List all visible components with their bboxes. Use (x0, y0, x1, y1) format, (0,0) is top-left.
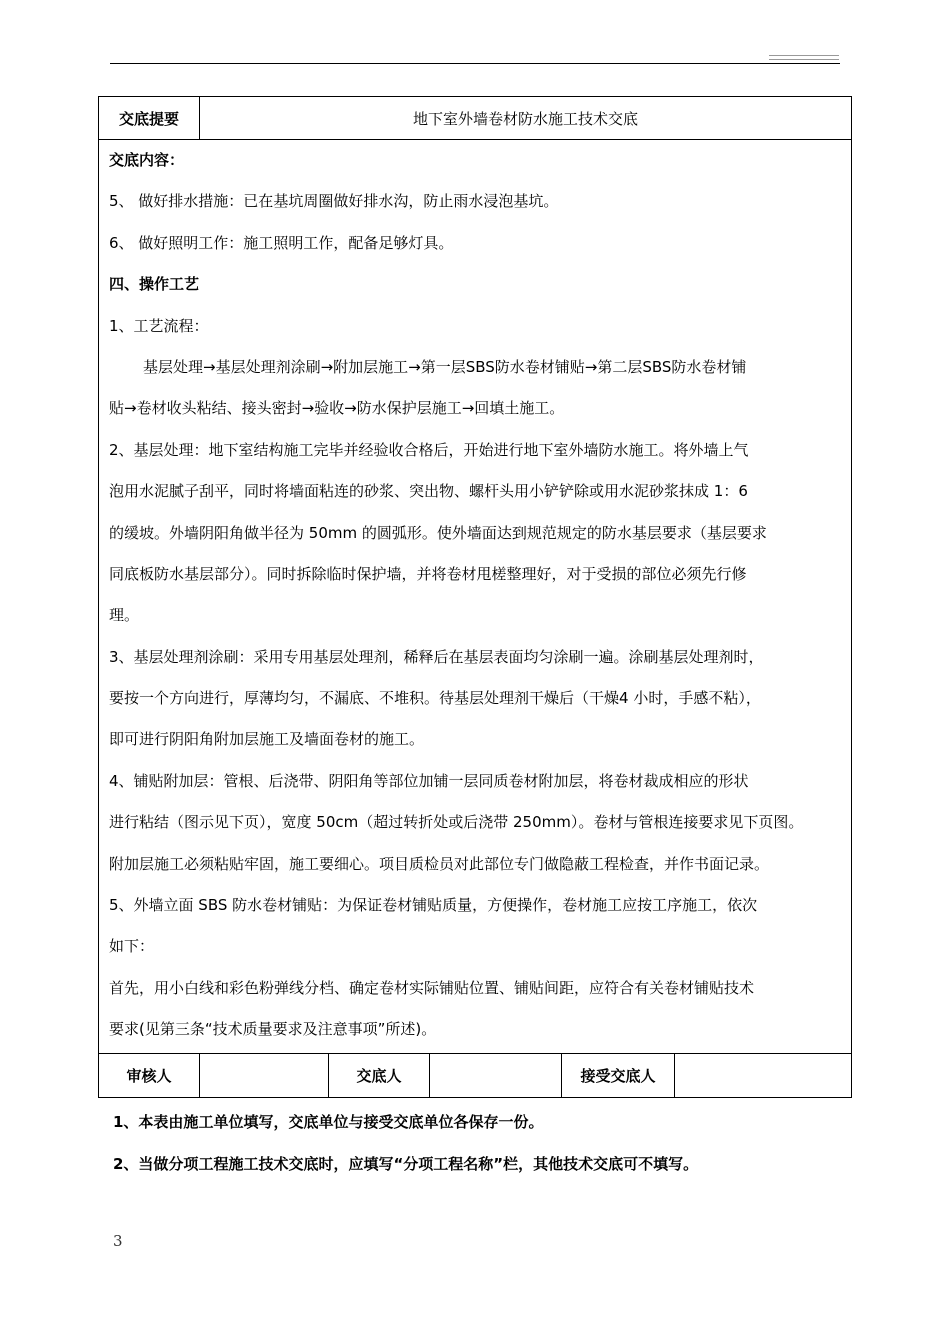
content-line: 交底内容： (109, 151, 185, 169)
content-line: 基层处理→基层处理剂涂刷→附加层施工→第一层SBS防水卷材铺贴→第二层SBS防水卷材铺 (143, 357, 747, 376)
reviewer-field[interactable] (200, 1054, 329, 1097)
content-line: 首先，用小白线和彩色粉弹线分档、确定卷材实际铺贴位置、铺贴间距，应符合有关卷材铺贴技术 (109, 978, 755, 997)
content-line: 泡用水泥腻子刮平，同时将墙面粘连的砂浆、突出物、螺杆头用小铲铲除或用水泥砂浆抹成 1：6 (109, 482, 748, 501)
content-line: 进行粘结（图示见下页），宽度 50cm（超过转折处或后浇带 250mm）。卷材与管根连接要求见下页图。 (109, 813, 804, 832)
content-line: 5、 做好排水措施：已在基坑周圈做好排水沟，防止雨水浸泡基坑。 (109, 192, 559, 211)
disclosure-table (98, 96, 852, 1098)
content-line: 6、 做好照明工作：施工照明工作，配备足够灯具。 (109, 233, 454, 252)
content-line: 2、基层处理：地下室结构施工完毕并经验收合格后，开始进行地下室外墙防水施工。将外墙上气 (109, 440, 749, 459)
content-line: 四、操作工艺 (109, 275, 200, 294)
reviewer-label: 审核人 (99, 1054, 200, 1097)
footnote: 2、当做分项工程施工技术交底时，应填写“分项工程名称”栏，其他技术交底可不填写。 (113, 1155, 699, 1173)
content-line: 如下： (109, 937, 155, 956)
content-line: 贴→卷材收头粘结、接头密封→验收→防水保护层施工→回填土施工。 (109, 399, 565, 418)
footnote: 1、本表由施工单位填写，交底单位与接受交底单位各保存一份。 (113, 1113, 544, 1131)
discloser-label: 交底人 (329, 1054, 430, 1097)
header-mark (769, 59, 839, 60)
content-line: 4、铺贴附加层：管根、后浇带、阴阳角等部位加铺一层同质卷材附加层，将卷材裁成相应的形状 (109, 771, 749, 790)
content-line: 的缓坡。外墙阴阳角做半径为 50mm 的圆弧形。使外墙面达到规范规定的防水基层要求（基层要求 (109, 523, 767, 542)
topic-label: 交底提要 (99, 97, 200, 139)
content-line: 1、工艺流程： (109, 316, 209, 335)
header-mark (769, 55, 839, 56)
signature-row (99, 1053, 851, 1097)
topic-value: 地下室外墙卷材防水施工技术交底 (412, 109, 638, 128)
content-line: 理。 (109, 606, 140, 625)
page-number: 3 (113, 1232, 123, 1250)
content-line: 同底板防水基层部分）。同时拆除临时保护墙，并将卷材甩槎整理好，对于受损的部位必须先行修 (109, 564, 747, 583)
content-line: 即可进行阴阳角附加层施工及墙面卷材的施工。 (109, 730, 425, 749)
content-line: 要求(见第三条“技术质量要求及注意事项”所述)。 (109, 1020, 437, 1039)
discloser-field[interactable] (430, 1054, 562, 1097)
disclosure-content (109, 140, 834, 1051)
header-rule (110, 63, 840, 64)
content-line: 要按一个方向进行，厚薄均匀，不漏底、不堆积。待基层处理剂干燥后（干燥4 小时，手感不粘）， (109, 689, 761, 708)
content-line: 3、基层处理剂涂刷：采用专用基层处理剂，稀释后在基层表面均匀涂刷一遍。涂刷基层处理剂时， (109, 647, 764, 666)
content-line: 5、外墙立面 SBS 防水卷材铺贴：为保证卷材铺贴质量，方便操作，卷材施工应按工序施工，依次 (109, 896, 758, 915)
content-line: 附加层施工必须粘贴牢固，施工要细心。项目质检员对此部位专门做隐蔽工程检查，并作书面记录。 (109, 854, 770, 873)
topic-row (99, 97, 851, 140)
receiver-label: 接受交底人 (562, 1054, 675, 1097)
receiver-field[interactable] (675, 1054, 851, 1097)
